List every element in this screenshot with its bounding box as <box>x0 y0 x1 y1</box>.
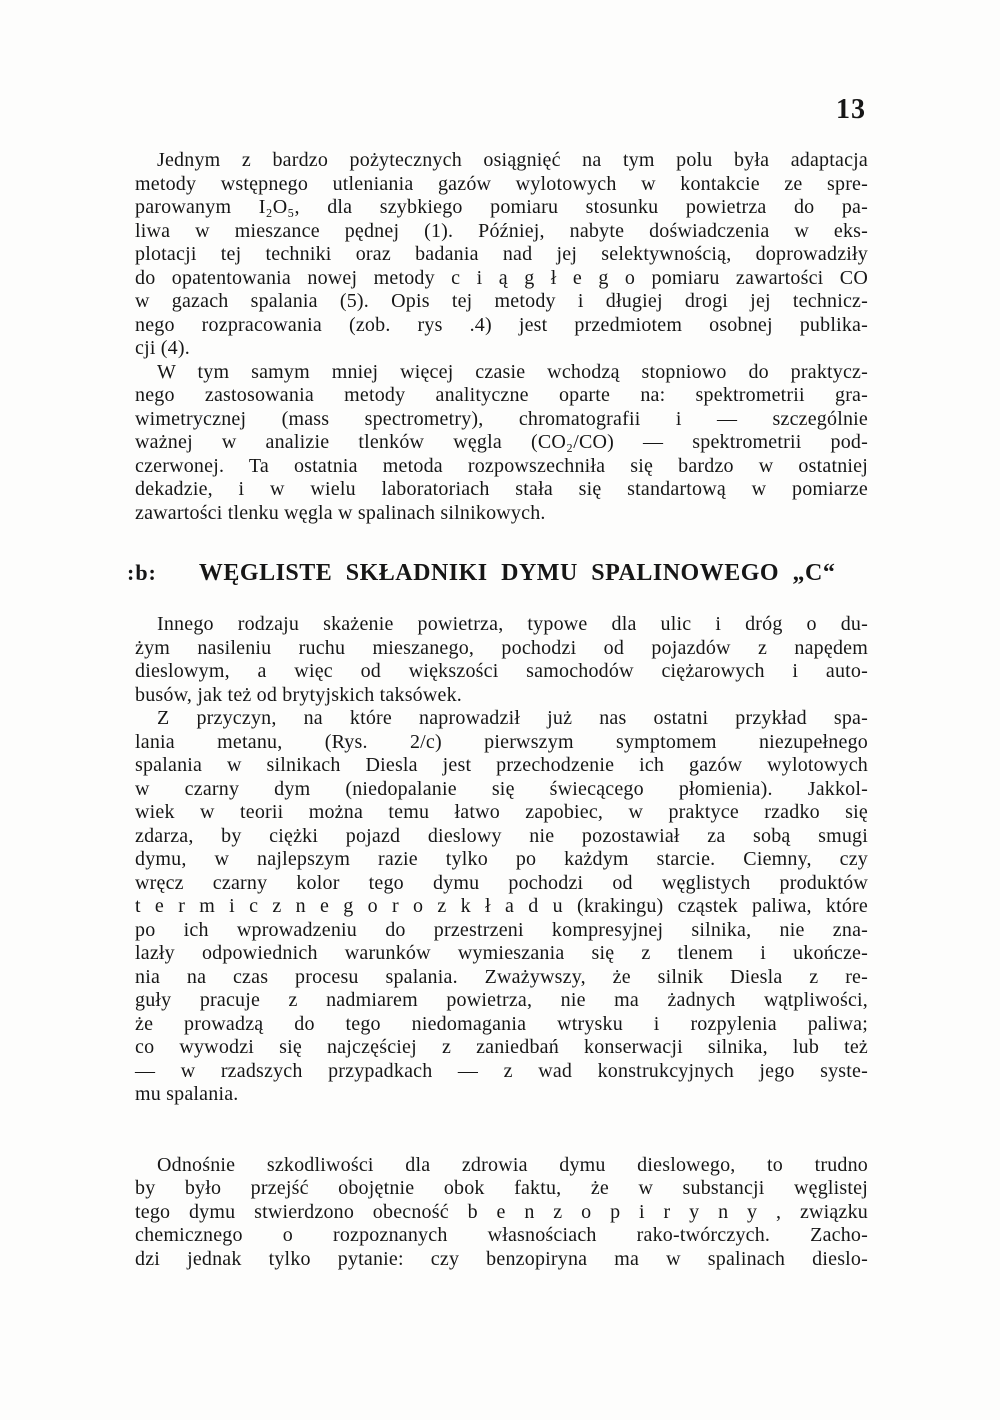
text-line: liwa w mieszance pędnej (1). Później, nabyte doświadczenia w eks- <box>135 219 868 242</box>
text-line: żym nasileniu ruchu mieszanego, pochodzi od pojazdów z napędem <box>135 636 868 659</box>
text-line: mu spalania. <box>135 1083 239 1105</box>
text-line: Innego rodzaju skażenie powietrza, typowe dla ulic i dróg o du- <box>157 613 868 635</box>
text-line: po ich wprowadzeniu do przestrzeni kompresyjnej silnika, nie zna- <box>135 918 868 941</box>
text-line: lazły odpowiednich warunków wymieszania się z tlenem i ukończe- <box>135 942 868 964</box>
section-title: WĘGLISTE SKŁADNIKI DYMU SPALINOWEGO „C“ <box>198 560 836 586</box>
text-line: t e r m i c z n e g o r o z k ł a d u (krakingu) cząstek paliwa, które <box>135 895 868 917</box>
text-line: — w rzadszych przypadkach — z wad konstrukcyjnych jego syste- <box>135 1059 868 1082</box>
text-line: dzi jednak tylko pytanie: czy benzopiryna ma w spalinach dieslo- <box>135 1247 868 1270</box>
text-line: nego zastosowania metody analityczne oparte na: spektrometrii gra- <box>135 384 868 406</box>
text-line: czerwonej. Ta ostatnia metoda rozpowszechniła się bardzo w ostatniej <box>135 454 868 477</box>
text-line: nego rozpracowania (zob. rys .4) jest przedmiotem osobnej publika- <box>135 313 868 336</box>
text-line: dymu, w najlepszym razie tylko po każdym starcie. Ciemny, czy <box>135 848 868 870</box>
section-label: :b: <box>127 560 157 585</box>
text-line: co wywodzi się najczęściej z zaniedbań konserwacji silnika, lub też <box>135 1036 868 1058</box>
text-line: w gazach spalania (5). Opis tej metody i długiej drogi jej technicz- <box>135 290 868 312</box>
text-line: do opatentowania nowej metody c i ą g ł e g o pomiaru zawartości CO <box>135 266 868 289</box>
text-line: guły pracuje z nadmiarem powietrza, nie ma żadnych wątpliwości, <box>135 989 868 1011</box>
text-line: lania metanu, (Rys. 2/c) pierwszym symptomem niezupełnego <box>135 730 868 753</box>
text-line: chemicznego o rozpoznanych własnościach rako-twórczych. Zacho- <box>135 1224 868 1246</box>
text-line: nia na czas procesu spalania. Zważywszy, że silnik Diesla z re- <box>135 965 868 988</box>
text-line: Z przyczyn, na które naprowadził już nas ostatni przykład spa- <box>157 707 868 729</box>
text-line: w czarny dym (niedopalanie się świecącego płomienia). Jakkol- <box>135 777 868 800</box>
text-line: tego dymu stwierdzono obecność b e n z o p i r y n y , związku <box>135 1200 868 1223</box>
text-line: by było przejść obojętnie obok faktu, że w substancji węglistej <box>135 1177 868 1199</box>
text-line: ważnej w analizie tlenków węgla (CO₂/CO) — spektrometrii pod- <box>135 431 868 453</box>
paragraph-3 <box>135 613 868 707</box>
text-line: dekadzie, i w wielu laboratoriach stała się standartową w pomiarze <box>135 478 868 500</box>
paragraph-4 <box>135 707 868 1107</box>
text-block <box>127 149 868 1271</box>
text-line: parowanym I₂O₅, dla szybkiego pomiaru stosunku powietrza do pa- <box>135 196 868 218</box>
text-line: W tym samym mniej więcej czasie wchodzą stopniowo do praktycz- <box>157 360 868 383</box>
text-line: busów, jak też od brytyjskich taksówek. <box>135 683 462 706</box>
text-line: Odnośnie szkodliwości dla zdrowia dymu dieslowego, to trudno <box>157 1153 868 1176</box>
text-line: zdarza, by ciężki pojazd dieslowy nie pozostawiał za sobą smugi <box>135 824 868 847</box>
text-line: metody wstępnego utleniania gazów wylotowych w kontakcie ze spre- <box>135 172 868 195</box>
text-line: dieslowym, a więc od większości samochodów ciężarowych i auto- <box>135 660 868 682</box>
paragraph-1 <box>135 149 868 361</box>
text-line: że prowadzą do tego niedomagania wtrysku i rozpylenia paliwa; <box>135 1012 868 1035</box>
section-heading <box>127 556 868 590</box>
paragraph-5 <box>135 1154 868 1272</box>
text-line: wimetrycznej (mass spectrometry), chromatografii i — szczególnie <box>135 407 868 430</box>
text-line: Jednym z bardzo pożytecznych osiągnięć na tym polu była adaptacja <box>157 149 868 171</box>
text-line: cji (4). <box>135 337 190 359</box>
text-line: zawartości tlenku węgla w spalinach silnikowych. <box>135 501 546 524</box>
text-line: plotacji tej techniki oraz badania nad jej selektywnością, doprowadziły <box>135 243 868 265</box>
text-line: wręcz czarny kolor tego dymu pochodzi od węglistych produktów <box>135 871 868 894</box>
page-number: 13 <box>836 94 866 125</box>
text-line: wiek w teorii można temu łatwo zapobiec, w praktyce rzadko się <box>135 801 868 823</box>
text-line: spalania w silnikach Diesla jest przechodzenie ich gazów wylotowych <box>135 754 868 776</box>
paragraph-2 <box>135 361 868 526</box>
